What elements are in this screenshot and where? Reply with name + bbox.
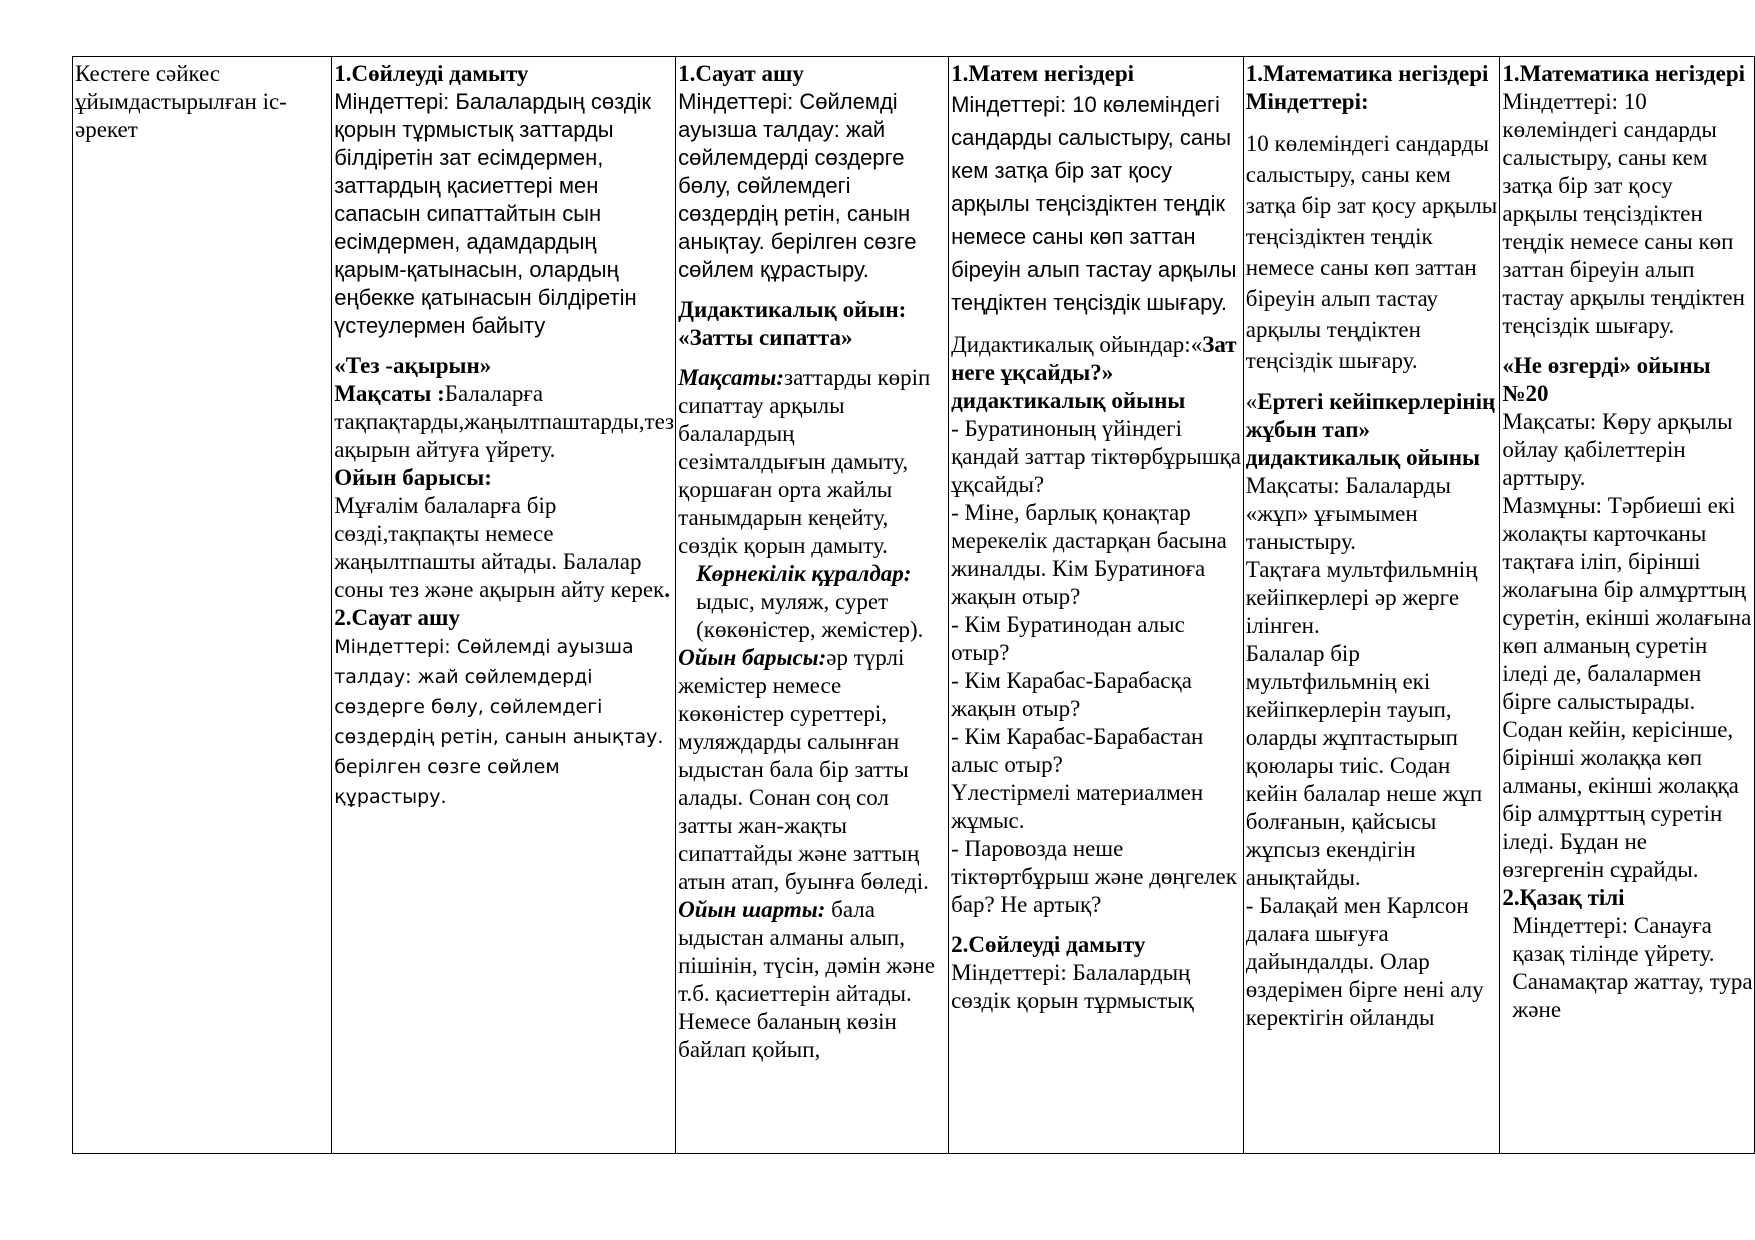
question-3: - Кім Буратинодан алыс отыр? <box>951 612 1185 665</box>
literacy-heading: 1.Сауат ашу <box>678 61 804 86</box>
game-paragraph-2: Балалар бір мультфильмнің екі кейіпкерлерін тауып, оларды жұптастырып қоюлары тиіс. Содан кейін балалар неше жұп болғанын, қайсысы жұпсыз екендігін анықтайды. <box>1245 641 1483 890</box>
question-6: - Паровозда неше тіктөртбұрыш және дөңгелек бар? Не артық? <box>951 836 1237 917</box>
math-basics-tasks: Міндеттері: 10 көлеміндегі сандарды салыстыру, саны кем затқа бір зат қосу арқылы теңсіздіктен теңдік немесе саны көп заттан біреуін алып тастау арқылы теңдіктен теңсіздік шығару. <box>1502 89 1745 338</box>
game-goal: Мақсаты: Балаларды «жұп» ұғымымен таныстыру. <box>1245 473 1451 554</box>
process-label: Ойын барысы: <box>334 465 492 490</box>
question-5: - Кім Карабас-Барабастан алыс отыр? <box>951 724 1204 777</box>
question-2: - Міне, барлық қонақтар мерекелік дастарқан басына жиналды. Кім Буратиноға жақын отыр? <box>951 500 1227 609</box>
game-goal <box>334 380 674 464</box>
game-title: Ертегі кейіпкерлерінің жұбын тап» дидактикалық ойыны <box>1245 389 1496 470</box>
didactic-game-heading: Дидактикалық ойын: «Затты сипатта» <box>678 297 907 350</box>
math-basics-tasks: 10 көлеміндегі сандарды салыстыру, саны кем затқа бір зат қосу арқылы теңсіздіктен теңдік немесе саны көп заттан біреуін алып тастау арқылы теңдіктен теңсіздік шығару. <box>1245 131 1498 373</box>
speech-development-tasks: Міндеттері: Балалардың сөздік қорын тұрмыстық <box>951 960 1194 1013</box>
visual-aids-text: ыдыс, муляж, сурет (көкөністер, жемістер). <box>696 589 924 642</box>
didactic-games <box>951 331 1242 415</box>
day-4-cell <box>1243 57 1500 1154</box>
speech-development-tasks: Міндеттері: Балалардың сөздік қорын тұрмыстық заттарды білдіретін зат есімдермен, заттардың қасиеттері мен сапасын сипаттайтын сын есімдермен, адамдардың қарым-қатынасын, олардың еңбекке қатынасын білдіретін үстеулермен байыту <box>334 89 652 338</box>
game-title: «Не өзгерді» ойыны №20 <box>1502 353 1711 406</box>
goal-text: Балаларға тақпақтарды,жаңылтпаштарды,тез ақырын айтуға үйрету. <box>334 381 675 462</box>
game-process <box>678 644 947 896</box>
literacy-tasks: Міндеттері: Сөйлемді ауызша талдау: жай сөйлемдерді сөздерге бөлу, сөйлемдегі сөздердің ретін, санын анықтау. берілген сөзге сөйлем құрастыру. <box>334 636 664 808</box>
visual-aids <box>678 560 947 644</box>
game-goal <box>678 364 947 560</box>
handout-work: Үлестірмелі материалмен жұмыс. <box>951 780 1204 833</box>
process-end: . <box>664 577 670 602</box>
activity-label-cell <box>73 57 332 1154</box>
games-title: Зат неге ұқсайды?» дидактикалық ойыны <box>951 332 1237 413</box>
question-4: - Кім Карабас-Барабасқа жақын отыр? <box>951 668 1192 721</box>
goal-label: Мақсаты: <box>678 365 785 390</box>
kazakh-language-tasks: Міндеттері: Санауға қазақ тілінде үйрету. Санамақтар жаттау, тура және <box>1512 913 1753 1022</box>
game-paragraph-1: Тақтаға мультфильмнің кейіпкерлері әр жерге ілінген. <box>1245 557 1478 638</box>
visual-aids-label: Көрнекілік құралдар: <box>696 561 912 586</box>
day-2-cell <box>676 57 949 1154</box>
game-goal: Мақсаты: Көру арқылы ойлау қабілеттерін арттыру. <box>1502 409 1733 490</box>
speech-development-heading: 2.Сөйлеуді дамыту <box>951 932 1146 957</box>
activity-label: Кестеге сәйкес ұйымдастырылған іс-әрекет <box>75 61 287 142</box>
game-content: Мазмұны: Тәрбиеші екі жолақты карточканы тақтаға іліп, бірінші жолағына бір алмұрттың суретін, екінші жолағына көп алманың суретін іледі де, балалармен бірге салыстырады. Содан кейін, керісінше, бірінші жолаққа көп алманы, екінші жолаққа бір алмұрттың суретін іледі. Бұдан не өзгергенін сұрайды. <box>1502 493 1752 882</box>
math-basics-heading: 1.Математика негіздері <box>1502 61 1746 86</box>
game-title: «Тез -ақырын» <box>334 353 492 378</box>
game-process <box>334 492 674 604</box>
question-1: - Буратиноның үйіндегі қандай заттар тіктөрбұрышқа ұқсайды? <box>951 416 1241 497</box>
rule-label: Ойын шарты: <box>678 897 826 922</box>
speech-development-heading: 1.Сөйлеуді дамыту <box>334 61 529 86</box>
didactic-game <box>1246 388 1499 472</box>
goal-text: заттарды көріп сипаттау арқылы балалардың сезімталдығын дамыту, қоршаған орта жайлы танымдарын кеңейту, сөздік қорын дамыту. <box>678 365 931 558</box>
goal-label: Мақсаты : <box>334 381 445 406</box>
literacy-tasks: Міндеттері: Сөйлемді ауызша талдау: жай сөйлемдерді сөздерге бөлу, сөйлемдегі сөздердің ретін, санын анықтау. берілген сөзге сөйлем құрастыру. <box>678 89 917 282</box>
games-prefix: Дидактикалық ойындар:« <box>951 332 1203 357</box>
day-1-cell <box>332 57 676 1154</box>
process-text: Мұғалім балаларға бір сөзді,тақпақты немесе жаңылтпашты айтады. Балалар соны тез және ақырын айту керек <box>334 493 665 602</box>
day-5-cell <box>1500 57 1755 1154</box>
game-paragraph-3: - Балақай мен Карлсон далаға шығуға дайындалды. Олар өздерімен бірге нені алу керектігін ойланды <box>1245 893 1484 1030</box>
game-rule <box>678 896 947 1064</box>
process-label: Ойын барысы: <box>678 645 827 670</box>
math-basics-heading: 1.Математика негіздері Міндеттері: <box>1245 61 1489 114</box>
rule-text: бала ыдыстан алманы алып, пішінін, түсін, дәмін және т.б. қасиеттерін айтады. Немесе баланың көзін байлап қойып, <box>678 897 935 1062</box>
lesson-plan-table <box>72 56 1755 1154</box>
table-row <box>73 57 1755 1154</box>
math-basics-tasks: Міндеттері: 10 көлеміндегі сандарды салыстыру, саны кем затқа бір зат қосу арқылы теңсіздіктен теңдік немесе саны көп заттан біреуін алып тастау арқылы теңдіктен теңсіздік шығару. <box>951 92 1237 315</box>
math-basics-heading: 1.Матем негіздері <box>951 61 1135 86</box>
day-3-cell <box>949 57 1244 1154</box>
literacy-heading: 2.Сауат ашу <box>334 605 460 630</box>
process-text: әр түрлі жемістер немесе көкөністер суреттері, муляждарды салынған ыдыстан бала бір затты алады. Сонан соң сол затты жан-жақты сипаттайды және заттың атын атап, буынға бөледі. <box>678 645 929 894</box>
kazakh-language-heading: 2.Қазақ тілі <box>1502 885 1625 910</box>
game-open-quote: « <box>1245 389 1258 414</box>
